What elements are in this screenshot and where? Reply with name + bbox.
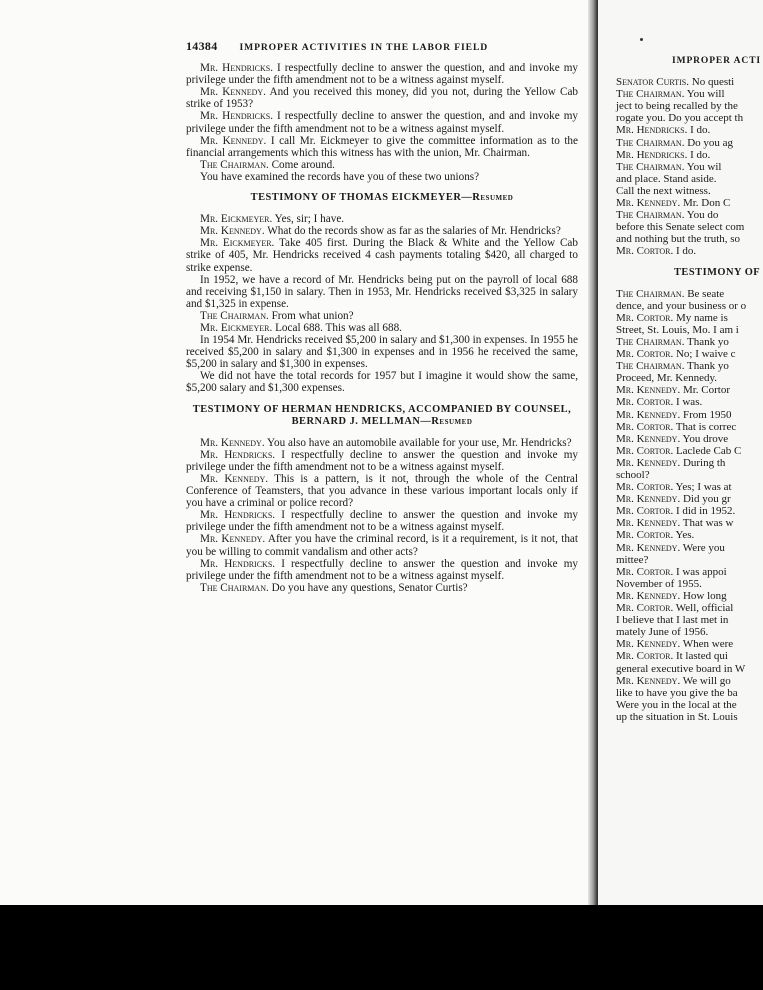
line-text: Call the next witness. — [616, 184, 711, 197]
testimony-line — [616, 112, 763, 124]
line-text: rogate you. Do you accept th — [616, 112, 744, 125]
speaker-name: The Chairman. — [616, 209, 685, 222]
line-text: mittee? — [616, 553, 649, 566]
testimony-line — [616, 233, 763, 245]
paragraph-text: Yes, sir; I have. — [272, 213, 345, 226]
speaker-name: Mr. Cortor. — [616, 420, 674, 433]
line-text: I do. — [687, 148, 711, 161]
testimony-line — [616, 245, 763, 257]
speaker-name: Mr. Kennedy. — [616, 408, 681, 421]
speaker-name: Mr. Kennedy. — [616, 638, 681, 651]
line-text: Thank yo — [684, 360, 729, 373]
speaker-name: The Chairman. — [616, 160, 685, 173]
speaker-name: Mr. Eickmeyer. — [200, 321, 273, 334]
line-text: How long — [680, 589, 727, 602]
speaker-name: Mr. Kennedy. — [616, 517, 681, 530]
line-text: Yes. — [673, 529, 695, 542]
paragraph-text: Come around. — [268, 158, 335, 171]
speaker-name: Mr. Kennedy. — [616, 589, 681, 602]
testimony-paragraph — [186, 159, 578, 171]
testimony-line — [616, 614, 763, 626]
speaker-name: Mr. Hendricks. — [616, 148, 688, 161]
line-text: My name is — [673, 311, 728, 324]
line-text: and place. Stand aside. — [616, 172, 717, 185]
testimony-line — [616, 149, 763, 161]
testimony-paragraph — [186, 310, 578, 322]
line-text: When were — [680, 638, 734, 651]
testimony-paragraph — [186, 334, 578, 370]
testimony-line — [616, 384, 763, 396]
speaker-name: Mr. Hendricks. — [200, 557, 276, 570]
testimony-line — [616, 445, 763, 457]
testimony-line — [616, 554, 763, 566]
testimony-line — [616, 324, 763, 336]
testimony-line — [616, 638, 763, 650]
testimony-line — [616, 197, 763, 209]
line-text: Did you gr — [680, 493, 731, 506]
section-heading-title: TESTIMONY OF HERMAN HENDRICKS, ACCOMPANIED BY COUNSEL, BERNARD J. MELLMAN— — [192, 403, 572, 427]
testimony-line — [616, 602, 763, 614]
speaker-name: Mr. Kennedy. — [200, 225, 265, 238]
testimony-line — [616, 675, 763, 687]
line-text: Proceed, Mr. Kennedy. — [616, 372, 718, 385]
line-text: Laclede Cab C — [673, 444, 742, 457]
paragraph-text: You also have an automobile available for your use, Mr. Hendricks? — [264, 436, 572, 449]
speaker-name: The Chairman. — [200, 309, 269, 322]
section-heading-resumed: Resumed — [431, 415, 473, 427]
speaker-name: The Chairman. — [200, 581, 269, 594]
line-text: I was. — [673, 396, 703, 409]
testimony-line — [616, 221, 763, 233]
line-text: Be seate — [684, 287, 725, 300]
line-text: dence, and your business or o — [616, 299, 747, 312]
line-text: No; I waive c — [673, 348, 736, 361]
testimony-line — [616, 481, 763, 493]
line-text: Mr. Don C — [680, 197, 731, 210]
testimony-line — [616, 493, 763, 505]
line-text: school? — [616, 469, 650, 481]
line-text: Thank yo — [684, 335, 729, 348]
speaker-name: Mr. Cortor. — [616, 602, 674, 615]
testimony-line — [616, 124, 763, 136]
speaker-name: Mr. Kennedy. — [616, 384, 681, 397]
paragraph-text: I respectfully decline to answer the question and invoke my privilege under the fifth amendment not to be a witness against myself. — [186, 448, 578, 473]
testimony-line — [616, 100, 763, 112]
line-text: general executive board in W — [616, 662, 746, 675]
testimony-line — [616, 529, 763, 541]
line-text: Yes; I was at — [673, 481, 732, 494]
paragraph-text: I respectfully decline to answer the question, and and invoke my privilege under the fifth amendment not to be a witness against myself. — [186, 110, 578, 135]
testimony-line — [616, 566, 763, 578]
line-text: It lasted qui — [673, 650, 728, 663]
speaker-name: Mr. Hendricks. — [200, 62, 273, 75]
speaker-name: Mr. Cortor. — [616, 565, 674, 578]
paragraph-text: I respectfully decline to answer the question, and and invoke my privilege under the fifth amendment not to be a witness against myself. — [186, 62, 578, 87]
running-title: IMPROPER ACTIVITIES IN THE LABOR FIELD — [239, 42, 489, 53]
line-text: Mr. Cortor — [680, 384, 731, 397]
testimony-line — [616, 650, 763, 662]
speaker-name: Mr. Cortor. — [616, 444, 674, 457]
speaker-name: Mr. Hendricks. — [616, 124, 688, 137]
speaker-name: Mr. Kennedy. — [616, 541, 681, 554]
line-text: That is correc — [673, 420, 737, 433]
paragraph-text: From what union? — [268, 309, 354, 322]
paragraph-text: We did not have the total records for 1957 but I imagine it would show the same, $5,200 salary and $1,300 expenses. — [186, 370, 578, 395]
paragraph-text: I call Mr. Eickmeyer to give the committee information as to the financial arrangements which this witness has with the union, Mr. Chairman. — [186, 134, 578, 159]
testimony-line — [616, 663, 763, 675]
speaker-name: Mr. Kennedy. — [200, 86, 266, 99]
speaker-name: Mr. Kennedy. — [200, 134, 267, 147]
speaker-name: The Chairman. — [200, 158, 269, 171]
speaker-name: Mr. Kennedy. — [616, 493, 681, 506]
testimony-paragraph — [186, 62, 578, 86]
testimony-line — [616, 209, 763, 221]
testimony-line — [616, 76, 763, 88]
line-text: November of 1955. — [616, 577, 702, 590]
testimony-paragraph — [186, 473, 578, 509]
line-text: I do. — [687, 124, 711, 137]
testimony-line — [616, 469, 763, 481]
speaker-name: The Chairman. — [616, 136, 685, 149]
paragraph-text: You have examined the records have you of these two unions? — [200, 170, 480, 183]
testimony-paragraph — [186, 449, 578, 473]
paragraph-text: This is a pattern, is it not, through the whole of the Central Conference of Teamsters, that you advance in these various important locals only if you have a criminal or police record? — [186, 473, 578, 510]
speaker-name: Mr. Hendricks. — [200, 110, 273, 123]
testimony-line — [616, 711, 763, 723]
speaker-name: Mr. Kennedy. — [616, 197, 681, 210]
line-text: We will go — [680, 674, 731, 687]
left-page-text — [186, 40, 578, 594]
speaker-name: The Chairman. — [616, 88, 685, 101]
testimony-paragraph — [186, 86, 578, 110]
line-text: and nothing but the truth, so — [616, 233, 741, 246]
speaker-name: The Chairman. — [616, 335, 685, 348]
paragraph-text: I respectfully decline to answer the question and invoke my privilege under the fifth amendment not to be a witness against myself. — [186, 509, 578, 534]
testimony-line — [616, 312, 763, 324]
line-text: up the situation in St. Louis — [616, 710, 738, 723]
page-header — [186, 40, 578, 54]
line-text: You will — [684, 88, 725, 101]
line-text: From 1950 — [680, 408, 732, 421]
paragraph-text: After you have the criminal record, is it a requirement, is it not, that you be willing to commit vandalism and other acts? — [186, 533, 578, 558]
line-text: I believe that I last met in — [616, 614, 729, 627]
paragraph-text: Local 688. This was all 688. — [272, 321, 402, 334]
testimony-line — [616, 505, 763, 517]
line-text: No questi — [689, 76, 735, 89]
paragraph-text: Do you have any questions, Senator Curtis? — [268, 581, 468, 594]
line-text: You drove — [680, 432, 729, 445]
line-text: During th — [680, 456, 726, 469]
line-text: That was w — [680, 517, 734, 530]
left-page-body — [186, 62, 578, 594]
testimony-line — [616, 590, 763, 602]
paragraph-text: I respectfully decline to answer the question and invoke my privilege under the fifth amendment not to be a witness against myself. — [186, 557, 578, 582]
testimony-line — [616, 372, 763, 384]
right-page-text — [616, 55, 763, 723]
testimony-line — [616, 288, 763, 300]
line-text: I was appoi — [673, 565, 727, 578]
speaker-name: Mr. Cortor. — [616, 505, 674, 518]
testimony-paragraph — [186, 370, 578, 394]
right-page-body — [616, 76, 763, 723]
testimony-line — [616, 137, 763, 149]
testimony-line — [616, 161, 763, 173]
speaker-name: Mr. Kennedy. — [200, 473, 269, 485]
line-text: Well, official — [673, 602, 734, 615]
testimony-line — [616, 88, 763, 100]
page-mark — [640, 38, 643, 41]
speaker-name: Mr. Cortor. — [616, 396, 674, 409]
testimony-paragraph — [186, 582, 578, 594]
speaker-name: Mr. Hendricks. — [200, 448, 276, 461]
speaker-name: Mr. Hendricks. — [200, 509, 276, 522]
testimony-line — [616, 578, 763, 590]
speaker-name: Mr. Cortor. — [616, 245, 674, 258]
speaker-name: Mr. Kennedy. — [616, 432, 681, 445]
paragraph-text: What do the records show as far as the salaries of Mr. Hendricks? — [264, 225, 561, 238]
testimony-line — [616, 421, 763, 433]
testimony-paragraph — [186, 225, 578, 237]
line-text: Do you ag — [684, 136, 734, 149]
line-text: Were you — [680, 541, 725, 554]
testimony-line — [616, 626, 763, 638]
testimony-paragraph — [186, 437, 578, 449]
testimony-line — [616, 396, 763, 408]
page-number: 14384 — [186, 39, 218, 53]
testimony-line — [616, 699, 763, 711]
line-text: I did in 1952. — [673, 505, 736, 518]
testimony-line — [616, 360, 763, 372]
line-text: Were you in the local at the — [616, 698, 737, 711]
testimony-line — [616, 457, 763, 469]
section-heading — [186, 192, 578, 204]
testimony-paragraph — [186, 213, 578, 225]
testimony-line — [616, 348, 763, 360]
testimony-paragraph — [186, 274, 578, 310]
paragraph-text: And you received this money, did you not, during the Yellow Cab strike of 1953? — [186, 86, 579, 111]
speaker-name: Mr. Kennedy. — [616, 674, 681, 687]
speaker-name: Mr. Cortor. — [616, 481, 674, 494]
testimony-paragraph — [186, 533, 578, 557]
right-running-title: IMPROPER ACTI — [672, 56, 762, 66]
paragraph-text: In 1952, we have a record of Mr. Hendricks being put on the payroll of local 688 and receiving $1,150 in salary. Then in 1953, Mr. Hendricks received $3,325 in salary and $1,325 in expense. — [186, 273, 578, 310]
speaker-name: Mr. Cortor. — [616, 348, 674, 361]
speaker-name: Mr. Cortor. — [616, 311, 674, 324]
speaker-name: The Chairman. — [616, 287, 685, 300]
right-page — [598, 0, 763, 990]
testimony-paragraph — [186, 322, 578, 334]
line-text: ject to being recalled by the — [616, 100, 738, 113]
line-text: I do. — [673, 245, 697, 258]
section-heading-resumed: Resumed — [472, 192, 514, 204]
speaker-name: Mr. Cortor. — [616, 529, 674, 542]
line-text: mately June of 1956. — [616, 626, 709, 639]
speaker-name: Mr. Eickmeyer. — [200, 237, 275, 250]
line-text: You wil — [684, 160, 722, 173]
testimony-line — [616, 185, 763, 197]
testimony-paragraph — [186, 558, 578, 582]
testimony-line — [616, 433, 763, 445]
line-text: like to have you give the ba — [616, 686, 738, 699]
speaker-name: Senator Curtis. — [616, 76, 689, 89]
testimony-paragraph — [186, 135, 578, 159]
section-heading: TESTIMONY OF — [674, 266, 761, 278]
testimony-paragraph — [186, 110, 578, 134]
testimony-line — [616, 300, 763, 312]
line-text: before this Senate select com — [616, 221, 745, 234]
speaker-name: Mr. Kennedy. — [200, 533, 266, 546]
speaker-name: Mr. Cortor. — [616, 650, 674, 663]
speaker-name: Mr. Eickmeyer. — [200, 213, 273, 226]
testimony-line — [616, 517, 763, 529]
testimony-line — [616, 542, 763, 554]
testimony-paragraph — [186, 171, 578, 183]
line-text: Street, St. Louis, Mo. I am i — [616, 323, 739, 336]
speaker-name: The Chairman. — [616, 360, 685, 373]
testimony-line — [616, 409, 763, 421]
testimony-line — [616, 336, 763, 348]
testimony-paragraph — [186, 509, 578, 533]
testimony-paragraph — [186, 237, 578, 273]
line-text: You do — [684, 209, 719, 222]
testimony-line — [616, 687, 763, 699]
paragraph-text: In 1954 Mr. Hendricks received $5,200 in salary and $1,300 in expenses. In 1955 he received $5,200 in salary and $1,300 in expenses and in 1956 he received the same, $5,200 in salary and $1,300 in expenses. — [186, 334, 578, 371]
testimony-line — [616, 173, 763, 185]
speaker-name: Mr. Kennedy. — [616, 456, 681, 469]
paragraph-text: Take 405 first. During the Black & White and the Yellow Cab strike of 405, Mr. Hendricks received 4 cash payments totaling $420, all charged to strike expense. — [186, 237, 578, 274]
speaker-name: Mr. Kennedy. — [200, 436, 265, 449]
scan-shadow — [0, 905, 763, 990]
section-heading-title: TESTIMONY OF THOMAS EICKMEYER— — [250, 192, 473, 204]
section-heading — [186, 404, 578, 428]
